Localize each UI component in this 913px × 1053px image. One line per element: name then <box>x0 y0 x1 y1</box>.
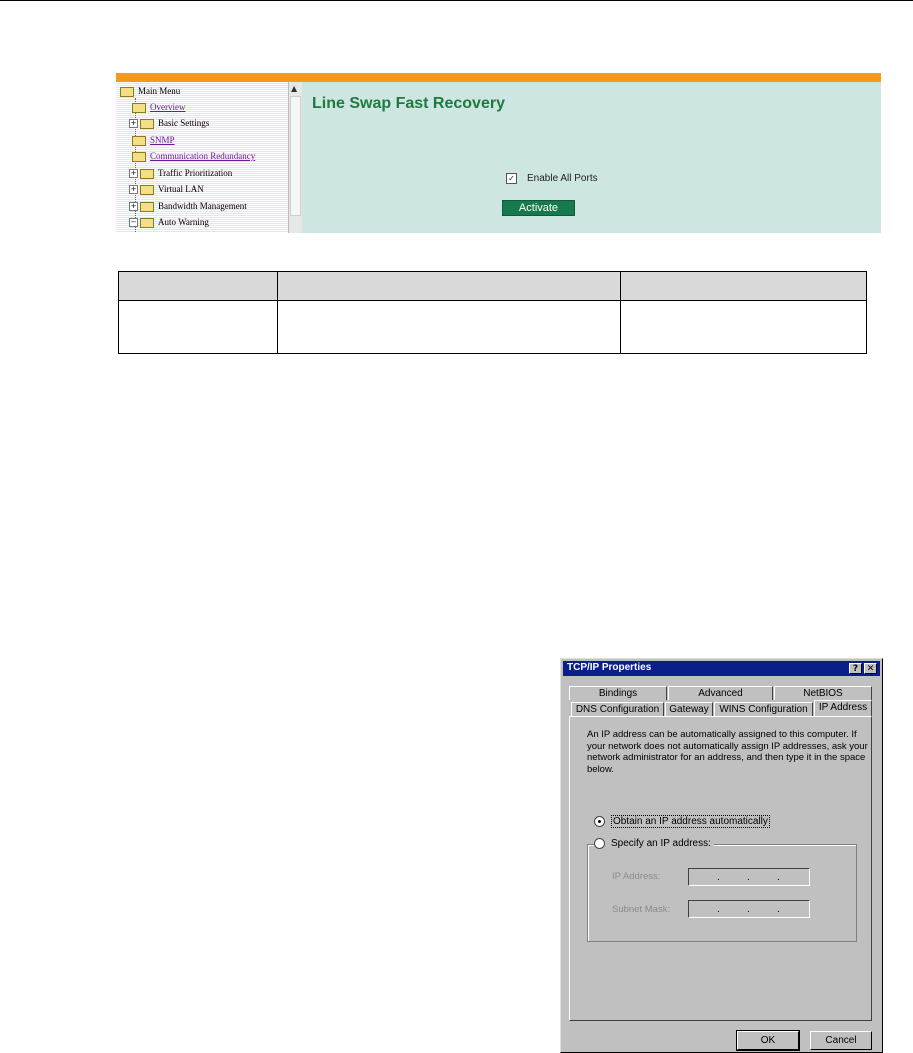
folder-icon <box>132 103 146 113</box>
open-folder-icon <box>140 218 154 228</box>
tree-item-label: Auto Warning <box>158 217 209 227</box>
table-header-cell <box>277 272 621 301</box>
navigation-tree <box>116 82 288 233</box>
specify-ip-option[interactable] <box>594 838 714 849</box>
expand-icon[interactable]: − <box>130 218 137 227</box>
scroll-up-icon[interactable]: ▲ <box>291 84 298 93</box>
table-cell <box>119 301 278 354</box>
specify-ip-groupbox <box>587 844 857 942</box>
tree-item-basic-settings[interactable] <box>129 116 209 130</box>
tree-item-label: Traffic Prioritization <box>158 168 233 178</box>
tree-item-label[interactable]: Overview <box>150 102 186 112</box>
tab-wins-configuration[interactable]: WINS Configuration <box>714 702 813 716</box>
folder-icon <box>132 136 146 146</box>
expand-icon[interactable]: + <box>130 202 137 211</box>
dialog-titlebar[interactable] <box>563 661 880 676</box>
specify-ip-radio[interactable] <box>594 838 605 849</box>
table-row <box>119 301 867 354</box>
web-console-screenshot <box>116 73 881 233</box>
folder-icon <box>140 169 154 179</box>
tree-item-virtual-lan[interactable] <box>129 182 204 196</box>
ip-address-field[interactable]: . . . <box>688 868 810 886</box>
obtain-ip-auto-radio[interactable] <box>594 816 605 827</box>
tab-ip-address[interactable]: IP Address <box>814 700 872 716</box>
tab-dns-configuration[interactable]: DNS Configuration <box>571 702 664 716</box>
tab-advanced[interactable]: Advanced <box>668 686 773 700</box>
obtain-ip-auto-label: Obtain an IP address automatically <box>613 816 768 828</box>
table-header-cell <box>119 272 278 301</box>
tree-item-label[interactable]: SNMP <box>150 135 175 145</box>
tree-item-auto-warning[interactable] <box>129 215 209 229</box>
enable-all-ports-row[interactable] <box>506 173 598 184</box>
tab-gateway[interactable]: Gateway <box>665 702 713 716</box>
activate-button[interactable]: Activate <box>502 200 575 216</box>
tree-item-overview[interactable] <box>132 100 186 114</box>
table-cell <box>277 301 621 354</box>
tcpip-properties-dialog <box>560 658 883 1053</box>
tree-scrollbar[interactable] <box>288 82 302 233</box>
tree-item-bandwidth-management[interactable] <box>129 199 247 213</box>
page-title: Line Swap Fast Recovery <box>312 95 505 112</box>
tree-item-label: Bandwidth Management <box>158 201 247 211</box>
specify-ip-label: Specify an IP address: <box>611 838 711 850</box>
folder-icon <box>140 202 154 212</box>
tree-main-menu[interactable] <box>120 84 180 98</box>
scroll-thumb[interactable] <box>290 96 301 216</box>
tree-item-traffic-prioritization[interactable] <box>129 166 232 180</box>
table-cell <box>621 301 867 354</box>
folder-icon <box>140 119 154 129</box>
tree-item-label: Virtual LAN <box>158 184 204 194</box>
subnet-mask-field[interactable]: . . . <box>688 900 810 918</box>
ip-description: An IP address can be automatically assigned to this computer. If your network does not automatically assign IP addresses, ask your network administrator for an address, and then type it in the space below. <box>587 729 868 775</box>
ip-address-label: IP Address: <box>612 871 661 882</box>
expand-icon[interactable]: + <box>130 119 137 128</box>
enable-all-ports-checkbox[interactable]: ✓ <box>506 173 517 184</box>
close-button[interactable]: ✕ <box>864 663 877 674</box>
tab-netbios[interactable]: NetBIOS <box>774 686 872 700</box>
obtain-ip-auto-option[interactable] <box>594 816 770 827</box>
blank-table <box>118 271 867 354</box>
orange-header-bar <box>116 73 881 82</box>
open-folder-icon <box>120 87 134 97</box>
help-button[interactable]: ? <box>849 663 862 674</box>
expand-icon[interactable]: + <box>130 169 137 178</box>
navigation-frame <box>116 82 302 233</box>
tree-item-label: Basic Settings <box>158 118 210 128</box>
ok-button[interactable]: OK <box>737 1031 799 1050</box>
tree-item-communication-redundancy[interactable] <box>132 149 255 163</box>
expand-icon[interactable]: + <box>130 185 137 194</box>
folder-icon <box>140 185 154 195</box>
tree-item-label[interactable]: Communication Redundancy <box>150 151 256 161</box>
table-header-cell <box>621 272 867 301</box>
folder-icon <box>132 152 146 162</box>
tab-bindings[interactable]: Bindings <box>569 686 667 700</box>
tree-main-menu-label: Main Menu <box>138 86 181 96</box>
table-header-row <box>119 272 867 301</box>
cancel-button[interactable]: Cancel <box>810 1031 872 1050</box>
subnet-mask-label: Subnet Mask: <box>612 904 671 915</box>
dialog-title: TCP/IP Properties <box>567 662 652 673</box>
enable-all-ports-label: Enable All Ports <box>527 173 598 185</box>
tree-item-snmp[interactable] <box>132 133 175 147</box>
page-top-rule <box>0 0 913 1</box>
